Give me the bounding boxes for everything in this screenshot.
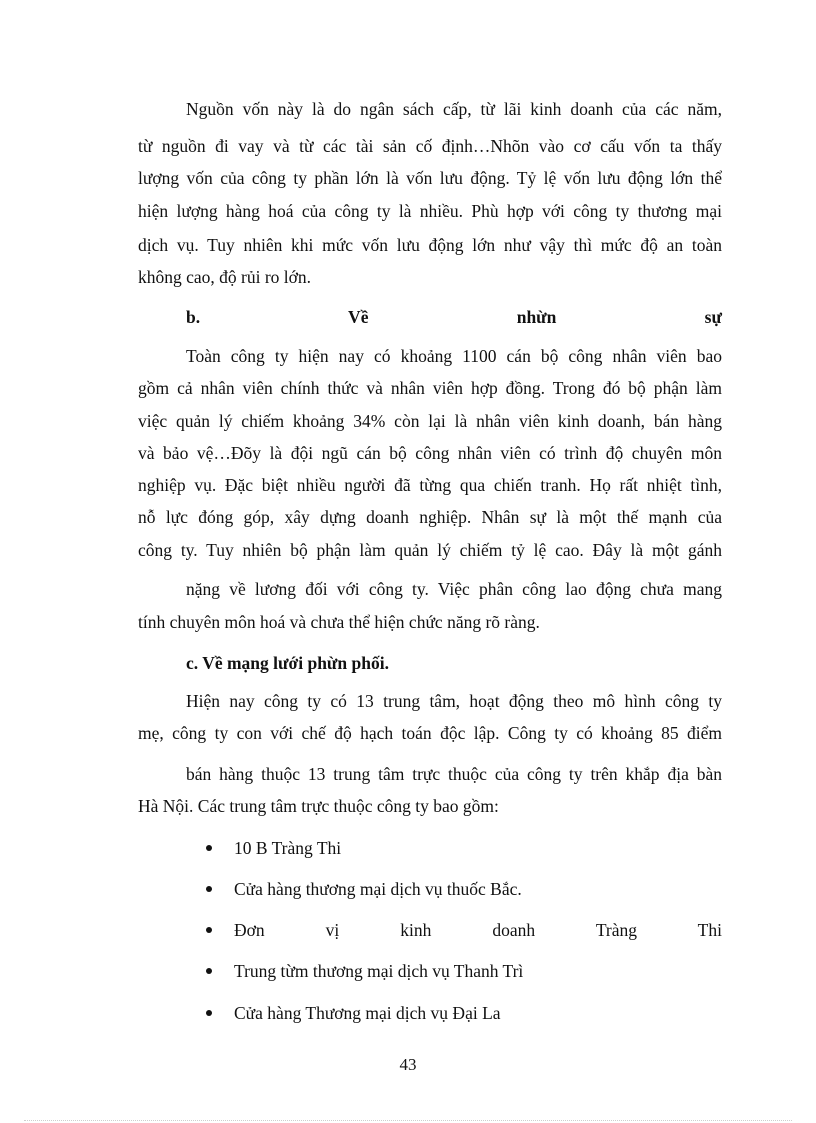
paragraph-line: bán hàng thuộc 13 trung tâm trực thuộc của công ty trên khắp địa bàn xyxy=(186,764,722,784)
bullet-icon xyxy=(206,1010,212,1016)
list-item-text: 10 B Tràng Thi xyxy=(234,838,342,858)
paragraph-line: từ nguồn đi vay và từ các tài sản cố định…Nhõn vào cơ cấu vốn ta thấy xyxy=(138,136,722,156)
paragraph-line: lượng vốn của công ty phần lớn là vốn lưu động. Tỷ lệ vốn lưu động lớn thể xyxy=(138,168,722,188)
paragraph-line: Nguồn vốn này là do ngân sách cấp, từ lãi kinh doanh của các năm, xyxy=(186,99,722,119)
page-number: 43 xyxy=(399,1055,417,1074)
paragraph-line: việc quản lý chiếm khoảng 34% còn lại là nhân viên kinh doanh, bán hàng xyxy=(138,411,722,431)
paragraph-line: Toàn công ty hiện nay có khoảng 1100 cán bộ công nhân viên bao xyxy=(186,346,722,366)
paragraph-line: nặng về lương đối với công ty. Việc phân công lao động chưa mang xyxy=(186,579,722,599)
bullet-icon xyxy=(206,886,212,892)
paragraph-line: mẹ, công ty con với chế độ hạch toán độc lập. Công ty có khoảng 85 điểm xyxy=(138,723,722,743)
paragraph-line: gồm cả nhân viên chính thức và nhân viên hợp đồng. Trong đó bộ phận làm xyxy=(138,378,722,398)
list-item-text: Đơn vị kinh doanh Tràng Thi xyxy=(234,920,722,940)
paragraph-line: nỗ lực đóng góp, xây dựng doanh nghiệp. Nhân sự là một thế mạnh của xyxy=(138,507,722,527)
paragraph-line: công ty. Tuy nhiên bộ phận làm quản lý chiếm tỷ lệ cao. Đây là một gánh xyxy=(138,540,722,560)
footer-divider xyxy=(24,1120,792,1121)
paragraph-line: tính chuyên môn hoá và chưa thể hiện chức năng rõ ràng. xyxy=(138,612,540,632)
paragraph-line: Hà Nội. Các trung tâm trực thuộc công ty bao gồm: xyxy=(138,796,499,816)
bullet-icon xyxy=(206,845,212,851)
paragraph-line: nghiệp vụ. Đặc biệt nhiều người đã từng qua chiến tranh. Họ rất nhiệt tình, xyxy=(138,475,722,495)
list-item-text: Cửa hàng Thương mại dịch vụ Đại La xyxy=(234,1003,501,1023)
list-item-text: Cửa hàng thương mại dịch vụ thuốc Bắc. xyxy=(234,879,522,899)
paragraph-line: Hiện nay công ty có 13 trung tâm, hoạt động theo mô hình công ty xyxy=(186,691,722,711)
paragraph-line: hiện lượng hàng hoá của công ty là nhiều. Phù hợp với công ty thương mại xyxy=(138,201,722,221)
list-item-text: Trung từm thương mại dịch vụ Thanh Trì xyxy=(234,961,524,981)
paragraph-line: và bảo vệ…Đõy là đội ngũ cán bộ công nhân viên có trình độ chuyên môn xyxy=(138,443,722,463)
section-heading-b: b. Về nhừn sự xyxy=(186,307,722,327)
section-heading-c: c. Về mạng lưới phừn phối. xyxy=(186,653,389,673)
paragraph-line: không cao, độ rủi ro lớn. xyxy=(138,267,312,287)
paragraph-line: dịch vụ. Tuy nhiên khi mức vốn lưu động lớn như vậy thì mức độ an toàn xyxy=(138,235,722,255)
bullet-icon xyxy=(206,968,212,974)
bullet-icon xyxy=(206,927,212,933)
